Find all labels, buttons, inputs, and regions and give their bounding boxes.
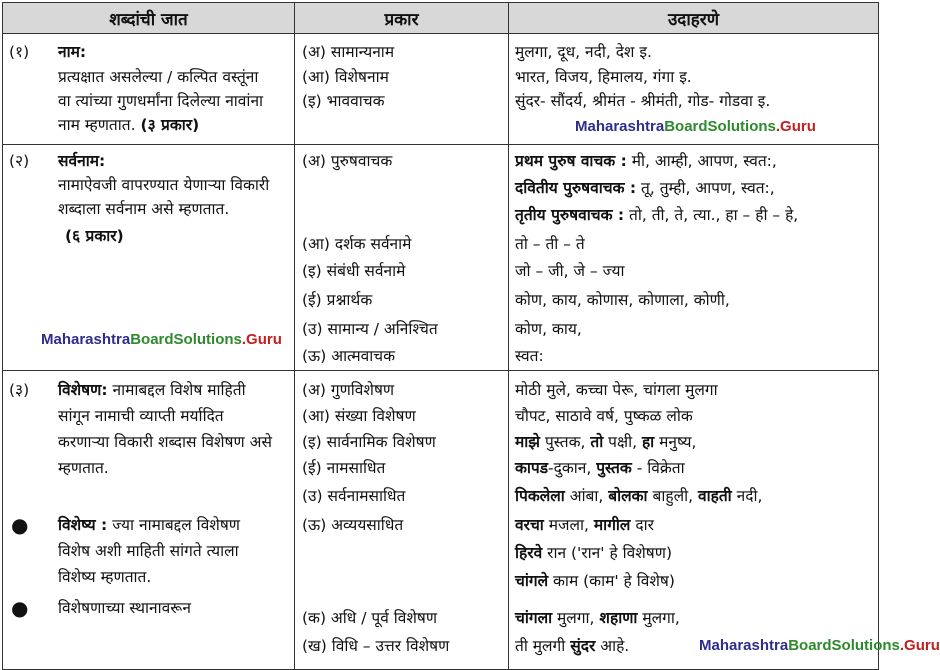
noun-count: (३ प्रकार) bbox=[140, 116, 200, 134]
visheshya-title: विशेष्य : bbox=[58, 516, 108, 534]
type-item: (इ) संबंधी सर्वनामे bbox=[302, 262, 406, 280]
type-item: (इ) सार्वनामिक विशेषण bbox=[302, 433, 436, 451]
header-examples: उदाहरणे bbox=[509, 3, 879, 34]
type-item: (क) अधि / पूर्व विशेषण bbox=[302, 609, 438, 627]
row-number: (२) bbox=[9, 152, 30, 170]
watermark: MaharashtraBoardSolutions.Guru bbox=[699, 637, 940, 654]
example-item: प्रथम पुरुष वाचक : मी, आम्ही, आपण, स्वत:, bbox=[515, 152, 777, 170]
example-item: भारत, विजय, हिमालय, गंगा इ. bbox=[515, 68, 692, 86]
type-item: (अ) गुणविशेषण bbox=[302, 381, 395, 399]
example-item: कोण, काय, कोणास, कोणाला, कोणी, bbox=[515, 291, 730, 309]
example-item: स्वत: bbox=[515, 347, 544, 365]
row-number: (३) bbox=[9, 381, 30, 399]
example-item: माझे पुस्तक, तो पक्षी, हा मनुष्य, bbox=[515, 433, 697, 451]
table-row-pronoun bbox=[3, 145, 879, 371]
example-item: पिकलेला आंबा, बोलका बाहुली, वाहती नदी, bbox=[515, 487, 763, 505]
type-item: (उ) सर्वनामसाधित bbox=[302, 487, 406, 505]
visheshya-desc-line: विशेष अशी माहिती सांगते त्याला bbox=[58, 542, 239, 560]
noun-desc-line: नाम म्हणतात. (३ प्रकार) bbox=[58, 116, 200, 134]
bullet: ● bbox=[11, 596, 29, 620]
example-item: ती मुलगी सुंदर आहे. bbox=[515, 637, 630, 655]
example-item: तो – ती – ते bbox=[515, 235, 585, 253]
noun-types-cell bbox=[295, 34, 509, 145]
adjective-desc-line: सांगून नामाची व्याप्ती मर्यादित bbox=[58, 407, 224, 425]
pronoun-title: सर्वनाम: bbox=[58, 152, 106, 170]
noun-definition-cell bbox=[3, 34, 295, 145]
adjective-examples-cell bbox=[509, 371, 940, 670]
type-item: (अ) पुरुषवाचक bbox=[302, 152, 393, 170]
type-item: (ई) नामसाधित bbox=[302, 459, 386, 477]
adjective-types-cell bbox=[295, 371, 509, 670]
row-number: (१) bbox=[9, 43, 30, 61]
visheshya-desc-line: विशेष्य म्हणतात. bbox=[58, 568, 152, 586]
example-item: दवितीय पुरुषवाचक : तू, तुम्ही, आपण, स्वत:, bbox=[515, 179, 775, 197]
pronoun-types-cell bbox=[295, 145, 509, 371]
adjective-definition-cell bbox=[3, 371, 295, 670]
header-types: प्रकार bbox=[295, 3, 509, 34]
pronoun-definition-cell bbox=[3, 145, 295, 371]
header-row bbox=[3, 3, 879, 34]
word-types-table bbox=[2, 2, 940, 670]
example-item: मोठी मुले, कच्चा पेरू, चांगला मुलगा bbox=[515, 381, 718, 399]
example-item: वरचा मजला, मागील दार bbox=[515, 516, 654, 534]
example-item: कोण, काय, bbox=[515, 320, 582, 338]
type-item: (आ) विशेषनाम bbox=[302, 68, 389, 86]
type-item: (ख) विधि – उत्तर विशेषण bbox=[302, 637, 450, 655]
pronoun-count: (६ प्रकार) bbox=[65, 227, 124, 245]
adjective-desc-line: करणाऱ्या विकारी शब्दास विशेषण असे bbox=[58, 433, 272, 451]
noun-title: नाम: bbox=[58, 43, 87, 61]
type-item: (आ) दर्शक सर्वनामे bbox=[302, 235, 412, 253]
example-item: कापड-दुकान, पुस्तक - विक्रेता bbox=[515, 459, 685, 477]
adjective-desc-line: विशेषण: नामाबद्दल विशेष माहिती bbox=[58, 381, 246, 399]
example-item: हिरवे रान ('रान' हे विशेषण) bbox=[515, 544, 673, 562]
example-item: तृतीय पुरुषवाचक : तो, ती, ते, त्या., हा – ही – हे, bbox=[515, 206, 799, 224]
type-item: (उ) सामान्य / अनिश्चित bbox=[302, 320, 438, 338]
table-row-adjective bbox=[3, 371, 879, 670]
type-item: (इ) भाववाचक bbox=[302, 92, 385, 110]
type-item: (ऊ) अव्ययसाधित bbox=[302, 516, 404, 534]
watermark: MaharashtraBoardSolutions.Guru bbox=[575, 118, 816, 135]
adjective-title: विशेषण: bbox=[58, 381, 108, 399]
type-item: (अ) सामान्यनाम bbox=[302, 43, 395, 61]
example-item: चांगला मुलगा, शहाणा मुलगा, bbox=[515, 609, 680, 627]
visheshya-desc-line: विशेष्य : ज्या नामाबद्दल विशेषण bbox=[58, 516, 241, 534]
type-item: (ई) प्रश्नार्थक bbox=[302, 291, 373, 309]
bullet: ● bbox=[11, 513, 29, 537]
example-item: चांगले काम (काम' हे विशेष) bbox=[515, 572, 675, 590]
example-item: चौपट, साठावे वर्ष, पुष्कळ लोक bbox=[515, 407, 693, 425]
pronoun-desc-line: नामाऐवजी वापरण्यात येणाऱ्या विकारी bbox=[58, 176, 270, 194]
example-item: सुंदर- सौंदर्य, श्रीमंत - श्रीमंती, गोड- गोडवा इ. bbox=[515, 92, 771, 110]
pronoun-desc-line: शब्दाला सर्वनाम असे म्हणतात. bbox=[58, 200, 230, 218]
position-note: विशेषणाच्या स्थानावरून bbox=[58, 599, 191, 617]
noun-desc-line: प्रत्यक्षात असलेल्या / कल्पित वस्तूंना bbox=[58, 68, 259, 86]
example-item: जो – जी, जे – ज्या bbox=[515, 262, 625, 280]
noun-desc-line: वा त्यांच्या गुणधर्मांना दिलेल्या नावांना bbox=[58, 92, 264, 110]
header-word-type: शब्दांची जात bbox=[3, 3, 295, 34]
type-item: (ऊ) आत्मवाचक bbox=[302, 347, 396, 365]
type-item: (आ) संख्या विशेषण bbox=[302, 407, 416, 425]
pronoun-examples-cell bbox=[509, 145, 879, 371]
table-row-noun bbox=[3, 34, 879, 145]
watermark: MaharashtraBoardSolutions.Guru bbox=[41, 331, 282, 348]
adjective-desc-line: म्हणतात. bbox=[58, 459, 109, 477]
noun-examples-cell bbox=[509, 34, 879, 145]
example-item: मुलगा, दूध, नदी, देश इ. bbox=[515, 43, 652, 61]
